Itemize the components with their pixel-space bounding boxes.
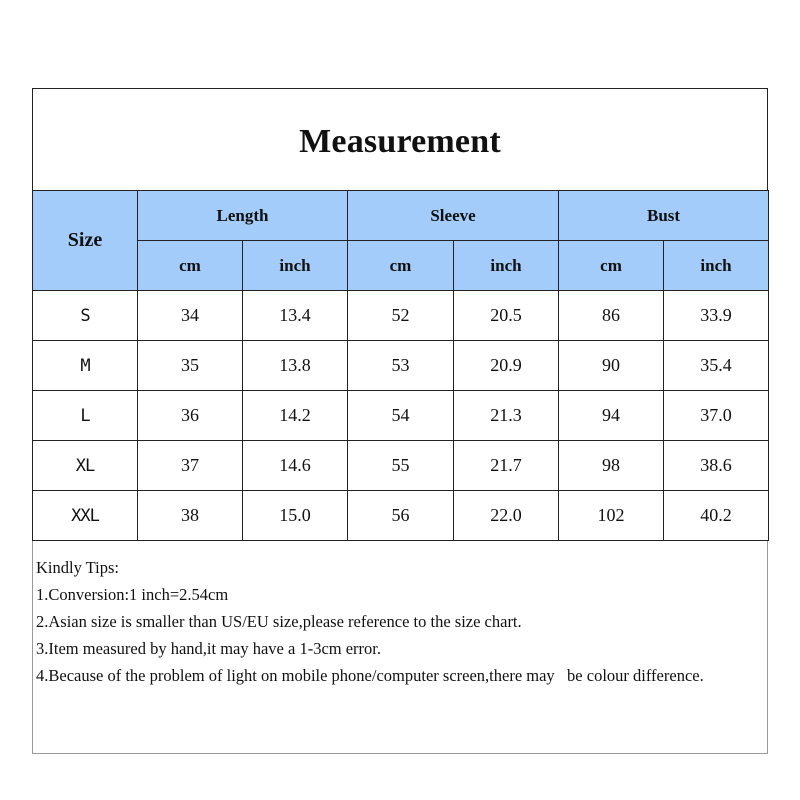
group-header-length: Length [138, 191, 348, 241]
table-cell: 40.2 [664, 491, 769, 541]
tip-item: 4.Because of the problem of light on mobile phone/computer screen,there may be colour difference. [36, 666, 704, 685]
tip-item: 3.Item measured by hand,it may have a 1-3cm error. [36, 639, 382, 658]
unit-header: cm [138, 241, 243, 291]
size-label: L [33, 391, 138, 441]
size-label: XXL [33, 491, 138, 541]
page-title: Measurement [299, 122, 501, 160]
table-cell: 33.9 [664, 291, 769, 341]
table-cell: 21.3 [454, 391, 559, 441]
tip-item: 1.Conversion:1 inch=2.54cm [36, 585, 229, 604]
table-cell: 86 [559, 291, 664, 341]
group-header-bust: Bust [559, 191, 769, 241]
table-cell: 90 [559, 341, 664, 391]
table-cell: 54 [348, 391, 454, 441]
size-label: XL [33, 441, 138, 491]
header-row-units [33, 241, 769, 291]
table-cell: 36 [138, 391, 243, 441]
unit-header: inch [243, 241, 348, 291]
table-cell: 22.0 [454, 491, 559, 541]
size-label: M [33, 341, 138, 391]
size-header: Size [33, 191, 138, 291]
tip-item: 2.Asian size is smaller than US/EU size,please reference to the size chart. [36, 612, 522, 631]
table-cell: 34 [138, 291, 243, 341]
table-cell: 55 [348, 441, 454, 491]
unit-header: cm [559, 241, 664, 291]
table-cell: 37 [138, 441, 243, 491]
table-row [33, 491, 769, 541]
table-cell: 14.2 [243, 391, 348, 441]
unit-header: cm [348, 241, 454, 291]
table-row [33, 441, 769, 491]
table-cell: 13.8 [243, 341, 348, 391]
table-cell: 20.9 [454, 341, 559, 391]
table-cell: 52 [348, 291, 454, 341]
table-cell: 15.0 [243, 491, 348, 541]
table-row [33, 291, 769, 341]
size-label: S [33, 291, 138, 341]
table-cell: 13.4 [243, 291, 348, 341]
title-box [32, 88, 768, 191]
table-cell: 94 [559, 391, 664, 441]
table-cell: 14.6 [243, 441, 348, 491]
table-cell: 37.0 [664, 391, 769, 441]
size-chart-table [32, 190, 769, 541]
group-header-sleeve: Sleeve [348, 191, 559, 241]
table-cell: 35.4 [664, 341, 769, 391]
tips-section [36, 554, 762, 689]
unit-header: inch [664, 241, 769, 291]
table-row [33, 391, 769, 441]
table-cell: 21.7 [454, 441, 559, 491]
table-cell: 102 [559, 491, 664, 541]
table-cell: 38 [138, 491, 243, 541]
tips-heading: Kindly Tips: [36, 558, 119, 577]
table-cell: 98 [559, 441, 664, 491]
header-row-groups [33, 191, 769, 241]
table-cell: 53 [348, 341, 454, 391]
table-cell: 20.5 [454, 291, 559, 341]
unit-header: inch [454, 241, 559, 291]
table-cell: 56 [348, 491, 454, 541]
table-cell: 38.6 [664, 441, 769, 491]
table-cell: 35 [138, 341, 243, 391]
table-row [33, 341, 769, 391]
